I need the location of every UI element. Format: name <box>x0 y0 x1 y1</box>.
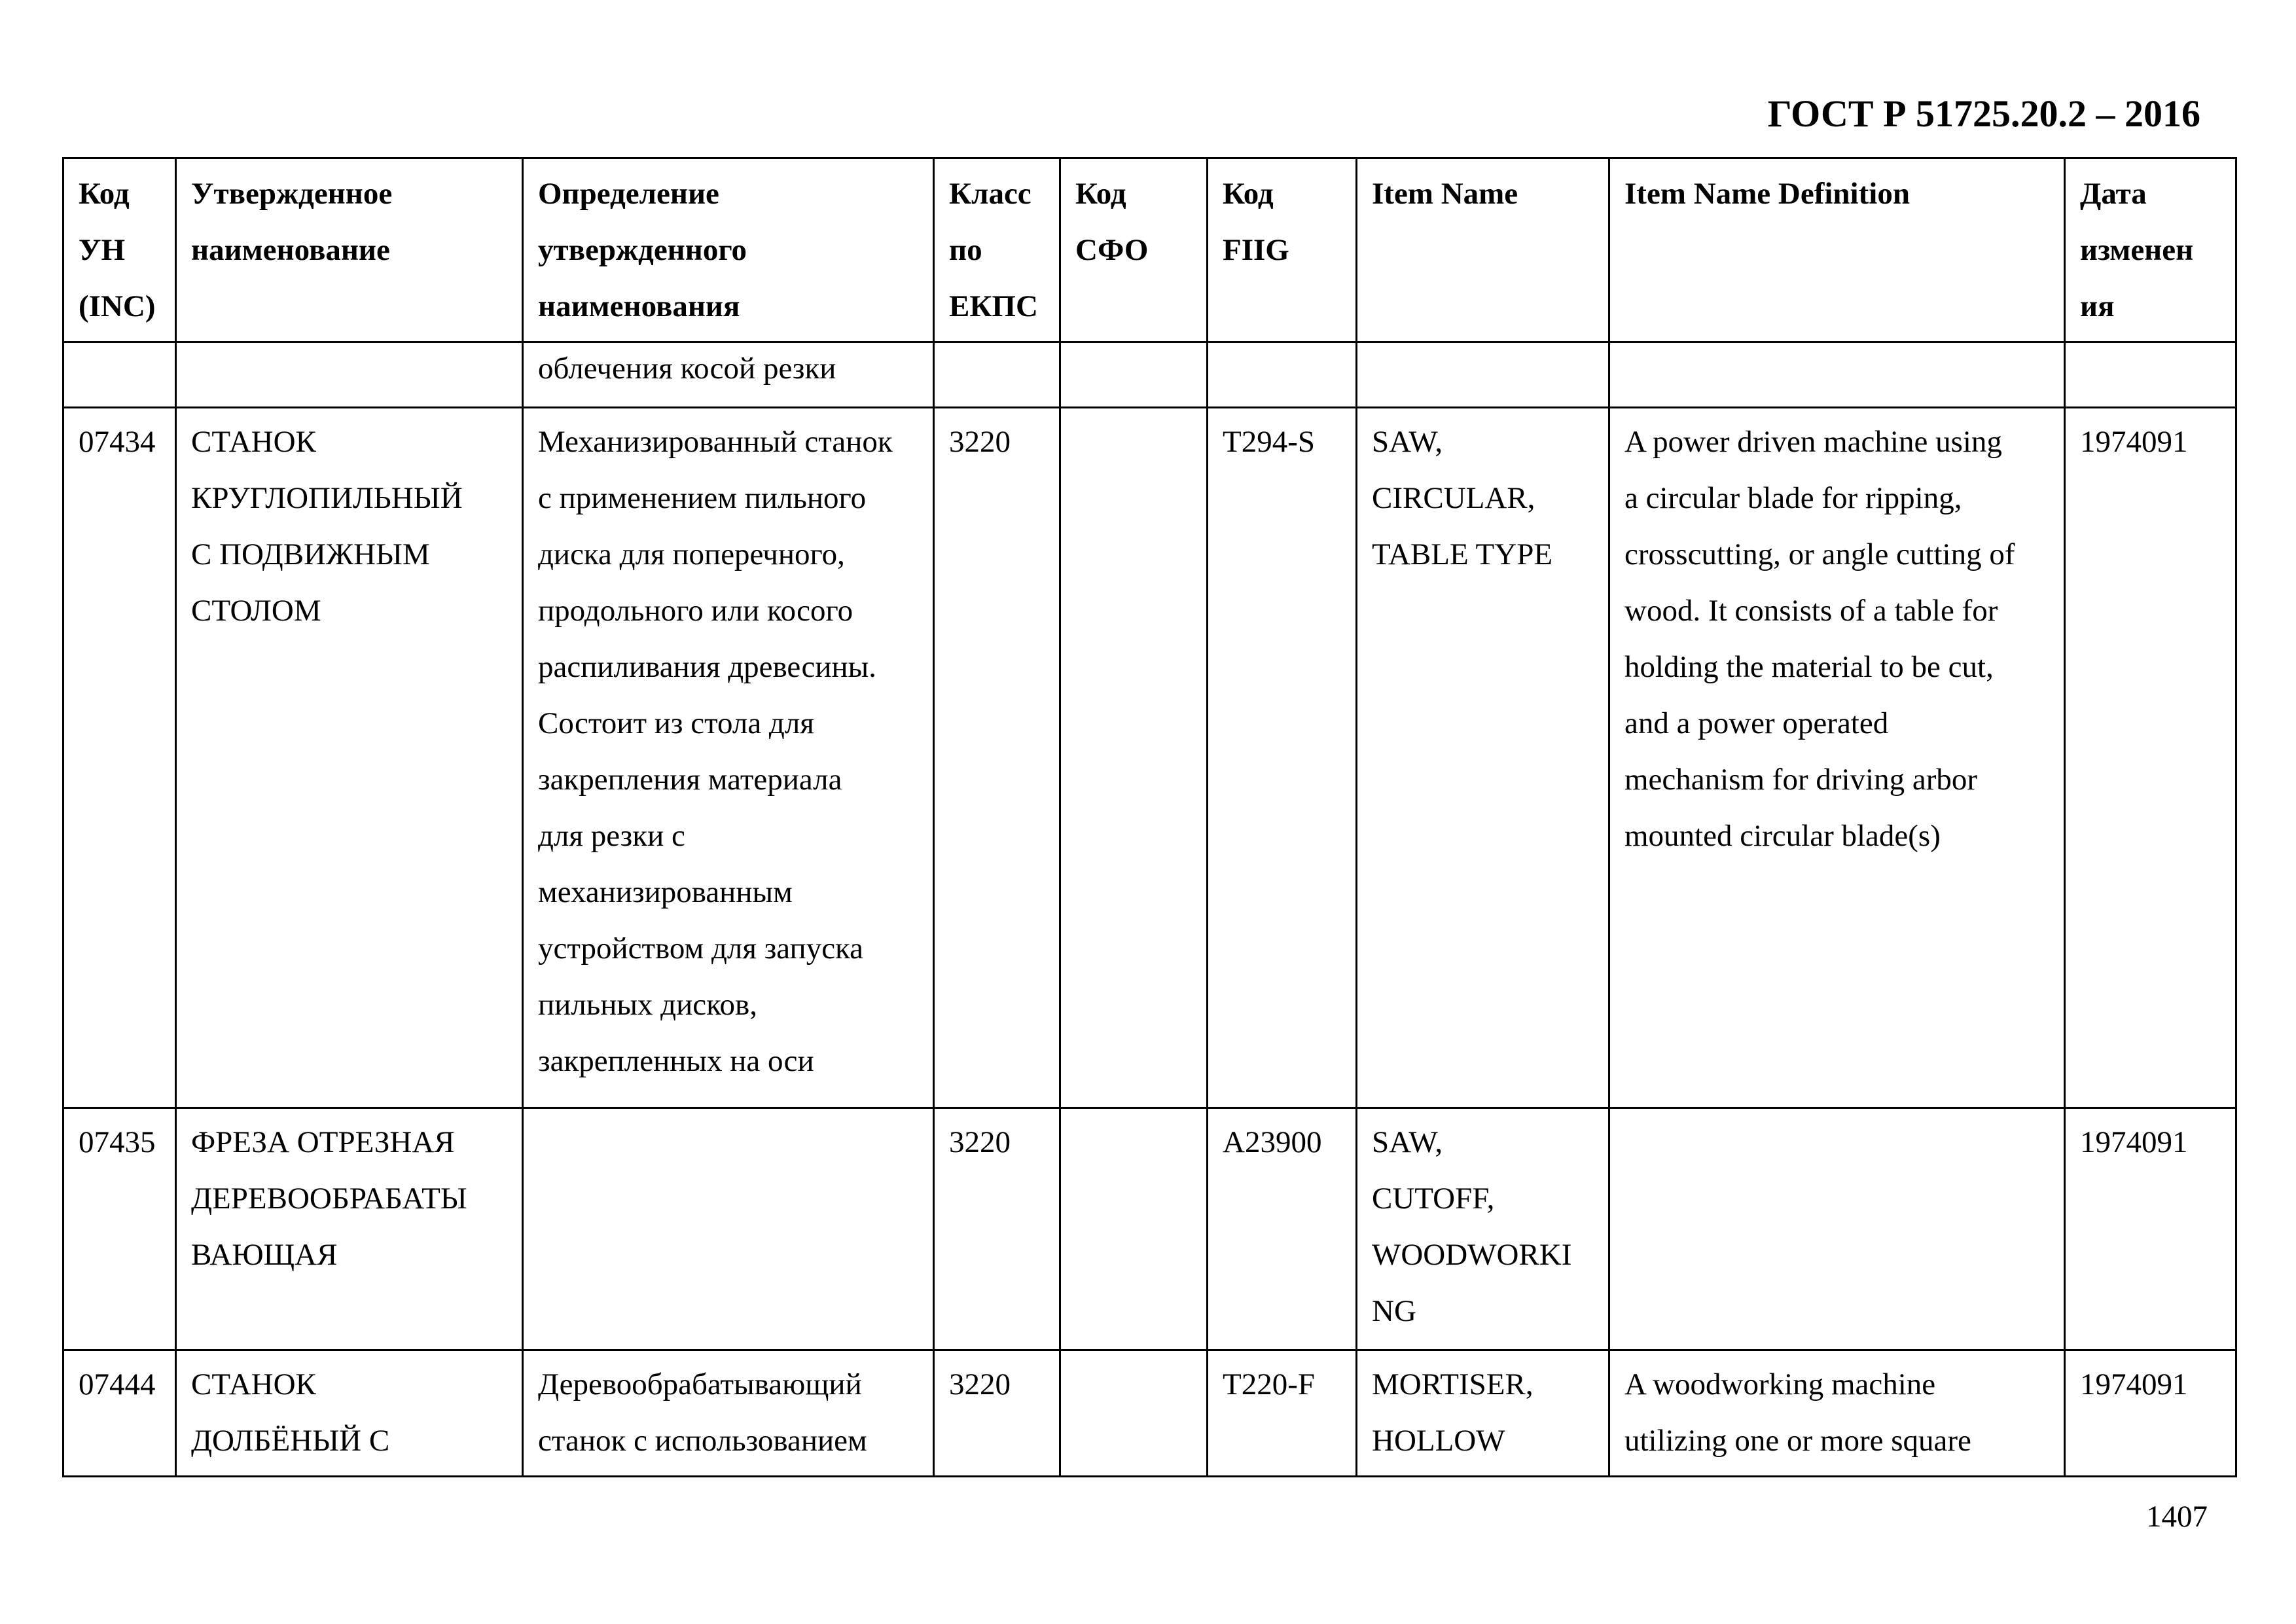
cell-definition: Механизированный станок с применением пильного диска для поперечного, продольного или косого распиливания древесины. Состоит из стола для закрепления материала для резки с механизированным устройством для запуска пильных дисков, закрепленных на оси <box>523 408 934 1108</box>
cell-date: 1974091 <box>2065 408 2236 1108</box>
cell-ekps: 3220 <box>934 1108 1060 1350</box>
cell-item-name: SAW, CUTOFF, WOODWORKI NG <box>1357 1108 1609 1350</box>
table-row <box>63 1350 2236 1477</box>
cell-item-name: SAW, CIRCULAR, TABLE TYPE <box>1357 408 1609 1108</box>
cell-item-definition <box>1609 342 2065 408</box>
cell-item-definition: A power driven machine using a circular blade for ripping, crosscutting, or angle cutting of wood. It consists of a table for holding the material to be cut, and a power operated mechanism for driving arbor mounted circular blade(s) <box>1609 408 2065 1108</box>
cell-date <box>2065 342 2236 408</box>
col-inc-code: Код УН (INC) <box>63 158 176 342</box>
col-name-definition: Определение утвержденного наименования <box>523 158 934 342</box>
cell-sfo <box>1060 342 1208 408</box>
cell-item-name <box>1357 342 1609 408</box>
cell-item-definition: A woodworking machine utilizing one or more square <box>1609 1350 2065 1477</box>
cell-ekps: 3220 <box>934 408 1060 1108</box>
col-sfo-code: Код СФО <box>1060 158 1208 342</box>
col-ekps-class: Класс по ЕКПС <box>934 158 1060 342</box>
cell-date: 1974091 <box>2065 1108 2236 1350</box>
standard-designation: ГОСТ Р 51725.20.2 – 2016 <box>1767 92 2200 135</box>
col-change-date: Дата изменен ия <box>2065 158 2236 342</box>
table-row <box>63 342 2236 408</box>
table-row <box>63 1108 2236 1350</box>
cell-inc: 07434 <box>63 408 176 1108</box>
cell-inc: 07444 <box>63 1350 176 1477</box>
cell-approved-name <box>176 342 523 408</box>
cell-sfo <box>1060 408 1208 1108</box>
cell-ekps: 3220 <box>934 1350 1060 1477</box>
cell-approved-name: ФРЕЗА ОТРЕЗНАЯ ДЕРЕВООБРАБАТЫ ВАЮЩАЯ <box>176 1108 523 1350</box>
cell-definition <box>523 1108 934 1350</box>
cell-definition: облечения косой резки <box>523 342 934 408</box>
cell-inc <box>63 342 176 408</box>
col-item-definition: Item Name Definition <box>1609 158 2065 342</box>
classification-table <box>62 157 2237 1477</box>
cell-inc: 07435 <box>63 1108 176 1350</box>
cell-approved-name: СТАНОК КРУГЛОПИЛЬНЫЙ С ПОДВИЖНЫМ СТОЛОМ <box>176 408 523 1108</box>
col-item-name: Item Name <box>1357 158 1609 342</box>
cell-item-definition <box>1609 1108 2065 1350</box>
header-row <box>63 158 2236 342</box>
cell-item-name: MORTISER, HOLLOW <box>1357 1350 1609 1477</box>
cell-approved-name: СТАНОК ДОЛБЁНЫЙ С <box>176 1350 523 1477</box>
col-fiig-code: Код FIIG <box>1208 158 1357 342</box>
cell-sfo <box>1060 1108 1208 1350</box>
cell-fiig <box>1208 342 1357 408</box>
cell-fiig: A23900 <box>1208 1108 1357 1350</box>
col-approved-name: Утвержденное наименование <box>176 158 523 342</box>
cell-fiig: T220-F <box>1208 1350 1357 1477</box>
page-number: 1407 <box>2146 1500 2208 1534</box>
cell-definition: Деревообрабатывающий станок с использованием <box>523 1350 934 1477</box>
cell-ekps <box>934 342 1060 408</box>
cell-date: 1974091 <box>2065 1350 2236 1477</box>
cell-fiig: T294-S <box>1208 408 1357 1108</box>
cell-sfo <box>1060 1350 1208 1477</box>
table-row <box>63 408 2236 1108</box>
